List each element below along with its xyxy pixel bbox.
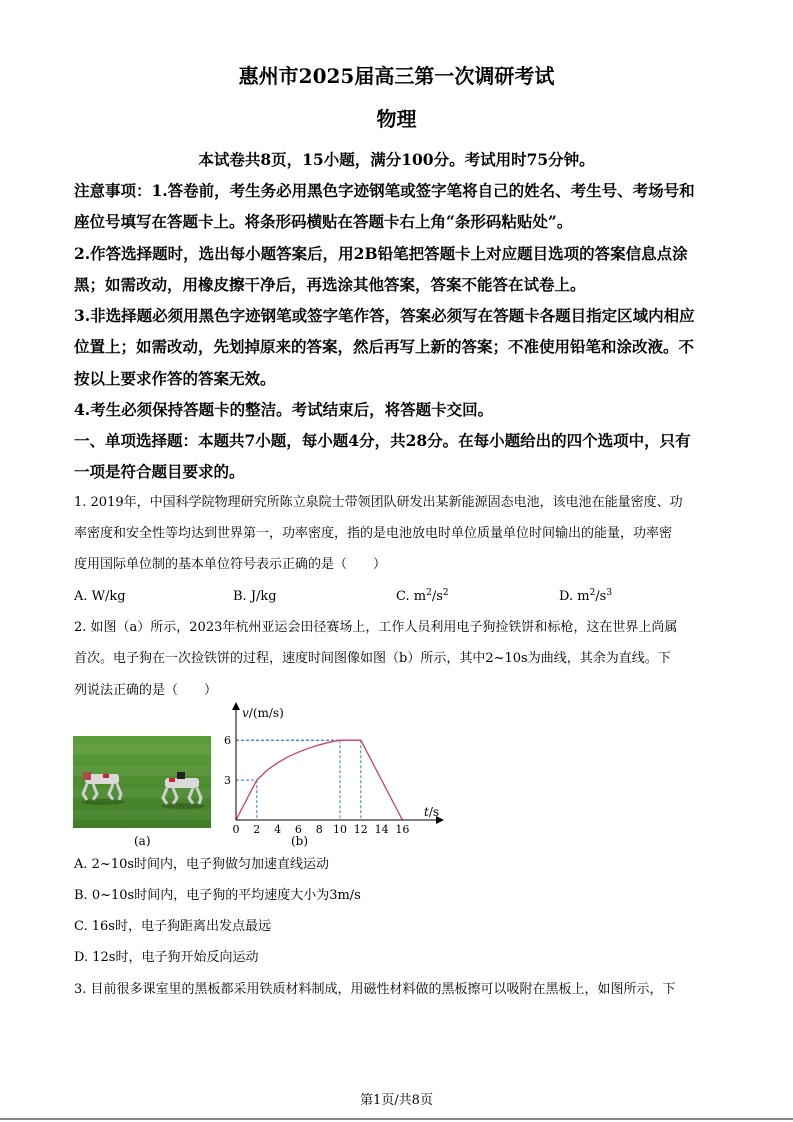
- section-heading-line-2: 一项是符合题目要求的。: [74, 462, 245, 481]
- page-footer: 第1页/共8页: [360, 1093, 433, 1108]
- y-tick-6: 6: [224, 734, 231, 748]
- q2-option-a: A. 2~10s时间内，电子狗做匀加速直线运动: [74, 857, 330, 872]
- q2-option-c: C. 16s时，电子狗距离出发点最远: [74, 919, 271, 934]
- x-tick-14: 14: [374, 823, 389, 836]
- velocity-series-line-0: [236, 740, 402, 820]
- exam-title: 惠州市2025届高三第一次调研考试: [238, 64, 555, 88]
- notes-line-6: 位置上；如需改动，先划掉原来的答案，然后再写上新的答案；不准使用铅笔和涂改液。不: [74, 337, 695, 356]
- q2-option-d: D. 12s时，电子狗开始反向运动: [74, 950, 259, 965]
- notes-line-5: 3.非选择题必须用黑色字迹钢笔或签字笔作答，答案必须写在答题卡各题目指定区域内相应: [74, 306, 695, 325]
- x-tick-16: 16: [395, 823, 410, 836]
- x-tick-10: 10: [333, 823, 347, 836]
- q2-option-b: B. 0~10s时间内，电子狗的平均速度大小为3m/s: [74, 888, 361, 903]
- notes-line-3: 2.作答选择题时，选出每小题答案后，用2B铅笔把答题卡上对应题目选项的答案信息点涂: [74, 244, 688, 263]
- x-tick-0: 0: [232, 823, 240, 836]
- x-tick-4: 4: [274, 823, 282, 836]
- caption-b: (b): [291, 834, 309, 848]
- section-heading-line-1: 一、单项选择题：本题共7小题，每小题4分，共28分。在每小题给出的四个选项中，只有: [74, 431, 691, 450]
- q1-option-a: A. W/kg: [74, 589, 126, 604]
- y-axis-label: v/(m/s): [242, 706, 284, 720]
- q1-line-2: 率密度和安全性等均达到世界第一，功率密度，指的是电池放电时单位质量单位时间输出的能量，功率密: [74, 526, 673, 541]
- subject-title: 物理: [376, 107, 417, 131]
- q3-line-1: 3. 目前很多课室里的黑板都采用铁质材料制成，用磁性材料做的黑板擦可以吸附在黑板上，如图所示，下: [74, 982, 676, 997]
- x-tick-2: 2: [253, 823, 261, 836]
- robot-dog-photo: [73, 736, 211, 828]
- q1-option-d: D. $m^2/s^3$: [559, 588, 613, 604]
- x-tick-6: 6: [294, 823, 302, 836]
- x-axis-label: t/s: [424, 805, 440, 819]
- velocity-time-chart: [220, 700, 450, 850]
- exam-info: 本试卷共8页，15小题，满分100分。考试用时75分钟。: [198, 150, 595, 169]
- notes-line-7: 按以上要求作答的答案无效。: [74, 369, 276, 388]
- q1-option-c: C. $m^2/s^2$: [396, 588, 449, 604]
- robot-dog-icon: [73, 736, 211, 828]
- caption-a: (a): [134, 834, 151, 848]
- x-tick-12: 12: [353, 823, 368, 836]
- q2-line-1: 2. 如图（a）所示，2023年杭州亚运会田径赛场上，工作人员利用电子狗捡铁饼和标枪，这在世界上尚属: [74, 620, 678, 635]
- y-tick-3: 3: [224, 774, 231, 788]
- q2-line-3: 列说法正确的是（ ）: [74, 683, 218, 698]
- q1-line-1: 1. 2019年，中国科学院物理研究所陈立泉院士带领团队研发出某新能源固态电池，该电池在能量密度、功: [74, 495, 683, 510]
- notes-line-4: 黑；如需改动，用橡皮擦干净后，再选涂其他答案，答案不能答在试卷上。: [74, 275, 586, 294]
- q2-line-2: 首次。电子狗在一次捡铁饼的过程，速度时间图像如图（b）所示，其中2~10s为曲线，其余为直线。下: [74, 651, 671, 666]
- q1-option-b: B. J/kg: [233, 589, 277, 604]
- q1-line-3: 度用国际单位制的基本单位符号表示正确的是（ ）: [74, 557, 387, 572]
- footer-divider: [0, 1118, 793, 1120]
- notes-line-8: 4.考生必须保持答题卡的整洁。考试结束后，将答题卡交回。: [74, 400, 494, 419]
- x-tick-8: 8: [315, 823, 323, 836]
- notes-line-2: 座位号填写在答题卡上。将条形码横贴在答题卡右上角“条形码粘贴处”。: [74, 212, 573, 231]
- notes-line-1: 注意事项：1.答卷前，考生务必用黑色字迹钢笔或签字笔将自己的姓名、考生号、考场号和: [74, 181, 695, 200]
